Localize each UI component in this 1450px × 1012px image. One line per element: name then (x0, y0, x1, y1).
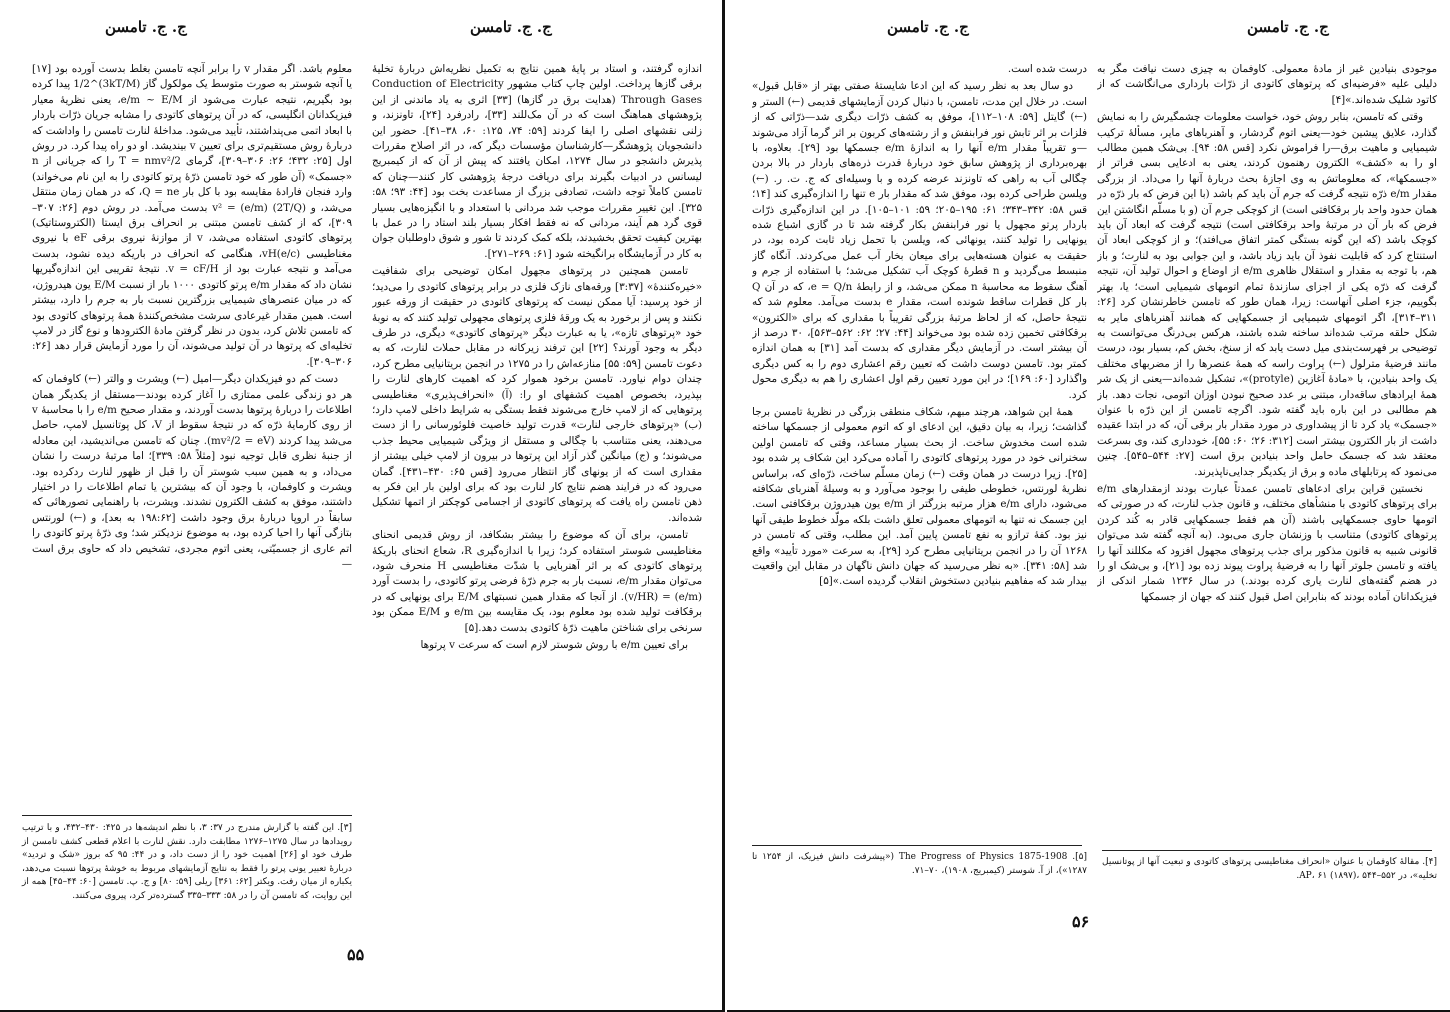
footnote-rule (1102, 850, 1432, 851)
paragraph: موجودی بنیادین غیر از مادهٔ معمولی. کاوفمان به چیزی دست نیافت مگر به دلیلی علیه «فرضیه‌ای که پرتوهای کاتودی از ذرّات بارداری می‌انگاشت که از کاتود شلیک شده‌اند.»[۴] (1097, 63, 1437, 106)
page-number: ۵۵ (347, 945, 365, 964)
running-header-left-column: ج. ج. تامسن (105, 18, 187, 36)
paragraph: همهٔ این شواهد، هرچند مبهم، شکاف منطقی بزرگی در نظریهٔ تامسن برجا گذاشت؛ زیرا، به بیان دقیق، این ادعای او که اتوم معمولی از جسمکها ساخته شده است مخدوش ساخت. از بحث بسیار مساعد، وقتی که تامسن اولین سخنرانی خود در مورد پرتوهای کاتودی را آماده می‌کرد این شکاف پر شده بود [۲۵]. زیرا درست در همان وقت (←) زمان مسلّم ساخت، ذرّه‌ای که، براساس نظریهٔ لورنتس، خطوطی طیفی را بوجود می‌آورد و به وسیلهٔ آهنربای شکافته می‌شود، دارای e/m هزار مرتبه بزرگتر از e/m یون هیدروژن برقکافتی است. این جسمک نه تنها به اتومهای معمولی تعلق داشت بلکه مولّد خطوط طیفی آنها نیز بود. کفهٔ ترازو به نفع تامسن پایین آمد. این مطلب، وقتی که تامسن در ۱۲۶۸ آن را در انجمن بریتانیایی مطرح کرد [۲۹]، به سرعت «مورد تأیید» واقع شد [۵۸: ۳۴۱]. «به نظر می‌رسید که جهان دانش ناگهان در مقابل این واقعیت بیدار شد که مفاهیم بنیادین دستخوش انقلاب گردیده است.»[۵] (752, 405, 1087, 588)
running-header-left-column: ج. ج. تامسن (887, 18, 969, 36)
paragraph: معلوم باشد. اگر مقدار v را برابر آنچه تامسن بغلط بدست آورده بود [۱۷] یا آنچه شوستر به صورت متوسط یک مولکول گاز (3kT/M)^1/2 پیدا کرده بود بگیریم، نتیجه عبارت می‌شود از e/m ~ E/M، یعنی نظریهٔ معیار فیزیکدانان انگلیسی، که در آن پرتوهای کاتودی را مشابه جریان ذرّات باردار با ابعاد اتمی می‌پنداشتند، تأیید می‌شود. مداخلهٔ لنارت تامسن را واداشت که دربارهٔ روش مستقیم‌تری برای تعیین v بیندیشد. او دو راه پیدا کرد. در روش اول [۲۵: ۴۳۲؛ ۲۶: ۳۰۶–۳۰۹]، گرمای T = nmv²/2 را که جریانی از n «جسمک» (آن طور که خود تامسن ذرّهٔ پرتو کاتودی را به این نام می‌خواند) وارد فنجان فارادهٔ مقایسه بود با کل بار Q = ne، که در همان زمان منتقل می‌شد، و (2T/Q) v² = (e/m) بدست می‌آمد. در روش دوم [۲۶: ۳۰۷–۳۰۹]، که از کشف تامسن مبتنی بر انحراف برق ایستا (الکتروستاتیک) پرتوهای کاتودی استفاده می‌شد، v از موازنهٔ نیروی برقی eF با نیروی مغناطیسی (e/c)vH، هنگامی که انحراف در باریکه دیده نشود، بدست می‌آمد و نتیجه عبارت بود از v = cF/H. نتیجهٔ تقریبی این اندازه‌گیریها نشان داد که مقدار e/m پرتو کاتودی ۱۰۰۰ بار از نسبت E/M یون هیدروژن، که در میان عنصرهای شیمیایی بزرگترین نسبت بار به جرم را دارد، بیشتر است. همین مقدار غیرعادی سرشت مشخص‌کنندهٔ همهٔ پرتوهای کاتودی بود که تامسن تلاش کرد، بدون در نظر گرفتن مادهٔ الکترودها و نوع گاز در لامپ تخلیه‌ای که پرتوها در آن تولید می‌شوند، آن را مورد آزمایش قرار دهد [۲۶: ۳۰۶–۳۰۹]. (32, 63, 352, 368)
paragraph: تامسن، برای آن که موضوع را بیشتر بشکافد، از روش قدیمی انحنای مغناطیسی شوستر استفاده کرد؛ زیرا با اندازه‌گیری R، شعاع انحنای باریکهٔ پرتوهای کاتودی که بر اثر آهنربایی با شدّت مغناطیسی H منحرف شود، می‌توان مقدار e/m، نسبت بار به جرم ذرّهٔ فرضی پرتو کاتودی، را بدست آورد (e/m) = (v/HR). از آنجا که مقدار همین نسبتهای E/M برای یونهایی که در برقکافت تولید شده بود معلوم بود، یک مقایسه بین e/m و E/M ممکن بود سرنخی برای شناختن ماهیت ذرّهٔ کاتودی بدست دهد.[۵] (372, 529, 702, 634)
footnote-4: [۴]. مقالهٔ کاوفمان با عنوان «انحراف مغناطیسی پرتوهای کاتودی و تبعیت آنها از پوتانسیل تخلیه»، در AP، ۶۱ (۱۸۹۷)، ۵۴۴–۵۵۲. (1102, 857, 1437, 881)
paragraph: دست کم دو فیزیکدان دیگر—امیل (←) ویشرت و والتر (←) کاوفمان که هر دو زندگی علمی ممتازی را آغاز کرده بودند—مستقل از یکدیگر همان اطلاعات را دربارهٔ پرتوها بدست آوردند، و مقدار صحیح e/m را با محاسبهٔ v از روی کارمایهٔ ذرّه که در نتیجهٔ سقوط از V، کل پوتانسیل لامپ، حاصل می‌شد پیدا کردند (mv²/2 = eV). چنان که تامسن می‌اندیشید، این معادله از جنبهٔ نظری قابل توجیه نبود [مثلاً ۵۸: ۳۳۹]؛ اما مرتبهٔ درست را نشان می‌داد، و به همین سبب شوستر آن را قبل از ظهور لنارت ردکرده بود. ویشرت و کاوفمان، با وجود آن که بیشترین یا تمام اطلاعات را در اختیار داشتند، موفق به کشف الکترون نشدند. ویشرت، با راهنمایی تصورهائی که سابقاً در اروپا دربارهٔ برق وجود داشت [۱۹۸:۶۲ به بعد]، و (←) لورنتس بتازگی آنها را احیا کرده بود، به موضوع نزدیکتر شد؛ وی ذرّهٔ پرتو کاتودی را اتم عاری از جسمیّتی، یعنی اتوم مجردی، تشخیص داد که حاوی برق است— (32, 373, 352, 570)
footnote-5: [۵]. The Progress of Physics 1875-1908 («پیشرفت دانش فیزیک، از ۱۲۵۴ تا ۱۲۸۷»)، از آ. شوستر (کیمبریج، ۱۹۰۸)، ۷۰–۷۱. (752, 852, 1087, 876)
paragraph: برای تعیین e/m با روش شوستر لازم است که سرعت v پرتوها (420, 639, 688, 652)
paragraph: وقتی که تامسن، بنابر روش خود، خواست معلومات چشمگیرش را به نمایش گذارد، علایق پیشین خود—یعنی اتوم گردشار، و آهنرباهای مایر، مسألهٔ ترکیب شیمیایی و ماهیت برق—را فراموش نکرد [قس ۵۸: ۹۴]. بی‌شک همین مطالب او را به «کشف» الکترون رهنمون کردند، یعنی به ادعایی بسی فراتر از «جسمکها»، که معلوماتش به وی اجازهٔ بحث دربارهٔ آنها را می‌داد. از بزرگی مقدار e/m ذرّه نتیجه گرفت که جرم آن باید کم باشد (با این فرض که بار ذرّه در همان حدود واحد بار برقکافتی است) از کوچکی جرم آن (و با مسلّم انگاشتن این فرض که بار آن در مرتبهٔ واحد برقکافتی است) نتیجه گرفت که ابعاد آن باید کوچک باشد (که این گونه بستگی کمتر اتفاق می‌افتد)؛ و از کوچکی ابعاد آن استنتاج کرد که قابلیت نفوذ آن باید زیاد باشد، و این جوابی بود به لنارت؛ و باز هم، با توجه به مقدار و استقلال ظاهری e/m از اوضاع و احوال تولید آن، نتیجه گرفت که ذرّه یکی از اجزای سازندهٔ تمام اتومهای شیمیایی است؛ یا، بهتر بگوییم، جزء اصلی آنهاست: زیرا، همان طور که تامسن خاطرنشان کرد [۲۶: ۳۱۱–۳۱۴]، اگر اتومهای شیمیایی از جسمکهایی که همانند آهنرباهای مایر به شکل حلقه مرتب شده‌اند ساخته شده باشند، هرکس بی‌درنگ می‌توانست به توضیحی بر فهرست‌بندی میل دست یابد که از سنخ، بخش کم، بسیار بود، درست مانند فرضیهٔ مترلول (←) پراوت راسه که همهٔ عنصرها را از مضربهای مختلف یک واحد بنیادین، با «مادهٔ آغازین (protyle)»، تشکیل شده‌اند—یعنی از یک شر همهٔ ایرادهای ساقه‌دار، مبتنی بر عدد صحیح نبودن اوزان اتومی، نجات دهد. باز هم مطالبی در این باره باید گفته شود. اگرچه تامسن از این ذرّه با عنوان «جسمک» یاد کرد تا از پیشداوری در مورد مقدار بار برقی آن، که در ابتدا عقیده داشت از بار الکترون بیشتر است [۳۱۲: ۲۶؛ ۶۰: ۵۵]، خودداری کند، وی بسرعت معتقد شد که جسمک حامل واحد بنیادین برق است [۲۷: ۵۴۴–۵۴۵]. چنین می‌نمود که پرتابلهای ماده و برق از یکدیگر جدایی‌ناپذیرند. (1097, 111, 1437, 478)
running-header-right-column: ج. ج. تامسن (470, 18, 552, 36)
left-page-left-column (32, 62, 352, 792)
right-page-right-column (1097, 62, 1437, 852)
footnote-3: [۳]. این گفته با گزارش مندرج در ۳۷: ۳، با نظم اندیشه‌ها در ۴۲۵: ۴۳۰–۴۳۲، و با ترتیب رویدادها در سال ۱۲۷۵–۱۲۷۶ مطابقت دارد. نقش لنارت با اعلام قطعی کشف تامسن از طرف خود او [۲۶] اهمیت خود را از دست داد، و در ۴۴: ۹۵ که بروز «شک و تردید» دربارهٔ تعبیر یونی پرتو را فقط به نتایج آزمایشهای مربوط به خوشهٔ پرتوها نسبت می‌دهد، یکباره از میان رفت. ویکتر [۶۲: ۳۶۱] ریلی [۵۹: ۸۰] و ج. پ. تامسن [۶۰: ۴۴–۴۵] همه از این روایت، که تامسن آن را در ۵۸: ۳۳۳–۳۳۵ گسترده‌تر کرد، پیروی می‌کنند. (22, 823, 352, 901)
footnote-rule (752, 845, 1082, 846)
paragraph: دو سال بعد به نظر رسید که این ادعا شایستهٔ صفتی بهتر از «قابل قبول» است. در خلال این مدت، تامسن، با دنبال کردن آزمایشهای قدیمی (←) الستر و (←) گایتل [۵۹: ۱۰۸–۱۱۲]، موفق به کشف ذرّات دیگری شد—ذرّاتی که از فلزات بر اثر تابش نور فرابنفش و از رشته‌های کربون بر اثر گرما آزاد می‌شوند—و تقریباً مقدار e/m آنها را به اندازهٔ e/m جسمکها بود [۲۹]. بعلاوه، با بهره‌برداری از پژوهش سابق خود دربارهٔ قدرت ذره‌های باردار در بالا بردن چگالی آب به راهی که تاونزند عرضه کرده و با وسیله‌ای که ج. ت. ر. (←) ویلسن طراحی کرده بود، موفق شد که مقدار بار e تنها را اندازه‌گیری کند [۱۴؛ قس ۵۸: ۳۴۲–۳۴۳؛ ۶۱: ۱۹۵–۲۰۵؛ ۵۹: ۱۰۱–۱۰۵]. در این اندازه‌گیری ذرّات باردار پرتو مجهول یا نور فرابنفش بکار گرفته شد تا در گازی اشباع شده یونهایی را تولید کنند، یونهائی که، ویلسن با تحمل زیاد ثابت کرده بود، در حقیقت به عنوان هسته‌هایی برای میعان بخار آب عمل می‌کردند. آنگاه گاز منبسط می‌گردید و n قطرهٔ کوچک آب تشکیل می‌شد؛ با استفاده از جرم و آهنگ سقوط مه محاسبهٔ n ممکن می‌شد، و از رابطهٔ e = Q/n، که در آن Q بار کل قطرات ساقط شونده است، مقدار e بدست می‌آمد. معلوم شد که نتیجهٔ حاصل، که از لحاظ مرتبهٔ بزرگی تقریباً با مقداری که برای «الکترون» برقکافتی تخمین زده شده بود می‌خواند [۴۴: ۲۷؛ ۶۲: ۵۶۲–۵۶۳]، ۳۰ درصد از آن بیشتر است. در آزمایش دیگر مقداری که بدست آمد [۳۱] به همان اندازه کمتر بود. تامسن دوست داشت که تعیین رقم اعشاری دوم را به کس دیگری واگذارد [۶۰: ۱۶۹]؛ در این مورد تعیین رقم اول اعشاری را هم به دیگری محول کرد. (752, 80, 1087, 401)
paragraph: تامسن همچنین در پرتوهای مجهول امکان توضیحی برای شفافیت «خیره‌کنندهٔ» [۳:۳۷] ورقه‌های نازک فلزی در برابر پرتوهای کاتودی را می‌دید؛ از خود پرسید: آیا ممکن نیست که پرتوهای کاتودی در حقیقت از ورقه عبور نکنند و پس از برخورد به یک ورقهٔ فلزی پرتوهای مجهولی تولید کنند که به نوبهٔ خود «پرتوهای تازه»، یا به عبارت دیگر «پرتوهای کاتودی» دیگری، در طرف دیگر به وجود آورند؟ [۲۲] این ترفند زیرکانه در مقابل حملات لنارت، که به دعوت تامسن [۵۹: ۵۵] منازعه‌اش را در ۱۲۷۵ در انجمن بریتانیایی مطرح کرد، چندان دوام نیاورد. تامسن برخود هموار کرد که اهمیت کارهای لنارت را بپذیرد، بخصوص اهمیت کشفهای او را: (آ) «انحراف‌پذیری» مغناطیسی پرتوهایی که از لامپ خارج می‌شوند فقط بستگی به شرایط داخلی لامپ دارد؛ (ب) «پرتوهای خارجی لنارت» قدرت تولید خاصیت فلوئورسانی را از دست می‌دهند، یعنی متناسب با چگالی و مستقل از ویژگی شیمیایی محیط جذب می‌شوند؛ و (ج) میانگین گذر آزاد این پرتوها در بیرون از لامپ خیلی بیشتر از مقداری است که از یونهای گاز انتظار می‌رود [قس ۶۵: ۴۳۰–۴۳۱]. گمان می‌رود که در فرایند هضم نتایج کار لنارت بود که برای اولین بار این فکر به ذهن تامسن راه یافت که پرتوهای کاتودی از اجسامی کوچکتر از اتمها تشکیل شده‌اند. (372, 265, 702, 524)
footnote-rule (22, 815, 352, 816)
paragraph: اندازه گرفتند، و استاد بر پایهٔ همین نتایج به تکمیل نظریه‌اش دربارهٔ تخلیهٔ برقی گازها پرداخت. اولین چاپ کتاب مشهور Conduction of Electricity Through Gases (هدایت برق در گازها) [۳۳] اثری به یاد ماندنی از این پژوهشهای هماهنگ است که در آن مک‌للند [۳۳]، رادرفرد [۲۴]، تاونزند، و زلنی نقشهای اصلی را ایفا کردند [۵۹: ۷۴، ۱۲۵: ۶۰، ۳۸–۴۱]. حضور این دانشجویان پژوهشگر—کارشناسان مؤسسات دیگر که، در اثر اصلاح مقررات پذیرش دانشجو در سال ۱۲۷۴، امکان یافتند که پیش از آن که از کیمبریج لیسانس در ادبیات بگیرند برای دریافت درجهٔ پژوهشی کار کنند—چنان که تامسن کاملاً توجه داشت، تصادفی بزرگ از مساعدت بخت بود [۴۴: ۹۳؛ ۵۸: ۳۲۵]. این تغییر مقررات موجب شد مردانی با استعداد و با انگیزه‌هایی بسیار قوی گرد هم آیند، مردانی که نه فقط افکار بسیار بلند استاد را در عمل با بهترین کیفیت تحقق بخشیدند، بلکه کمک کردند تا شور و شوق داوطلبان جوان به کار در آزمایشگاه برانگیخته شود [۶۱: ۲۶۹–۲۷۱]. (372, 63, 702, 260)
running-header-right-column: ج. ج. تامسن (1247, 18, 1329, 36)
right-page (727, 0, 1450, 1012)
page-number: ۵۶ (1072, 912, 1090, 931)
right-page-left-column (752, 62, 1087, 842)
left-page-right-column (372, 62, 702, 862)
paragraph: درست شده است. (1007, 63, 1087, 75)
paragraph: نخستین قراین برای ادعاهای تامسن عمدتاً عبارت بودند ازمقدارهای e/m برای پرتوهای کاتودی با منشأهای مختلف، و قانون جذب لنارت، که در صورتی که اتومها حاوی جسمکهایی باشند (آن هم فقط جسمکهایی قادر به کُند کردن پرتوهای کاتودی) متناسب با وزنشان جاری می‌بود. (به آنچه گفته شد می‌توان قانونی شبیه به قانون مذکور برای جذب پرتوهای مجهول افزود که مکللند آنها را یافته و تامسن جلوتر آنها را به فرضیهٔ پراوت پیوند زده بود [۲۱]، و بی‌شک او را در هضم گفته‌های لنارت یاری کرده بودند.) در سال ۱۲۳۶ شمار اندکی از فیزیکدانان آماده بودند که بنابراین اصل قبول کنند که جهان از جسمکها (1097, 482, 1437, 603)
